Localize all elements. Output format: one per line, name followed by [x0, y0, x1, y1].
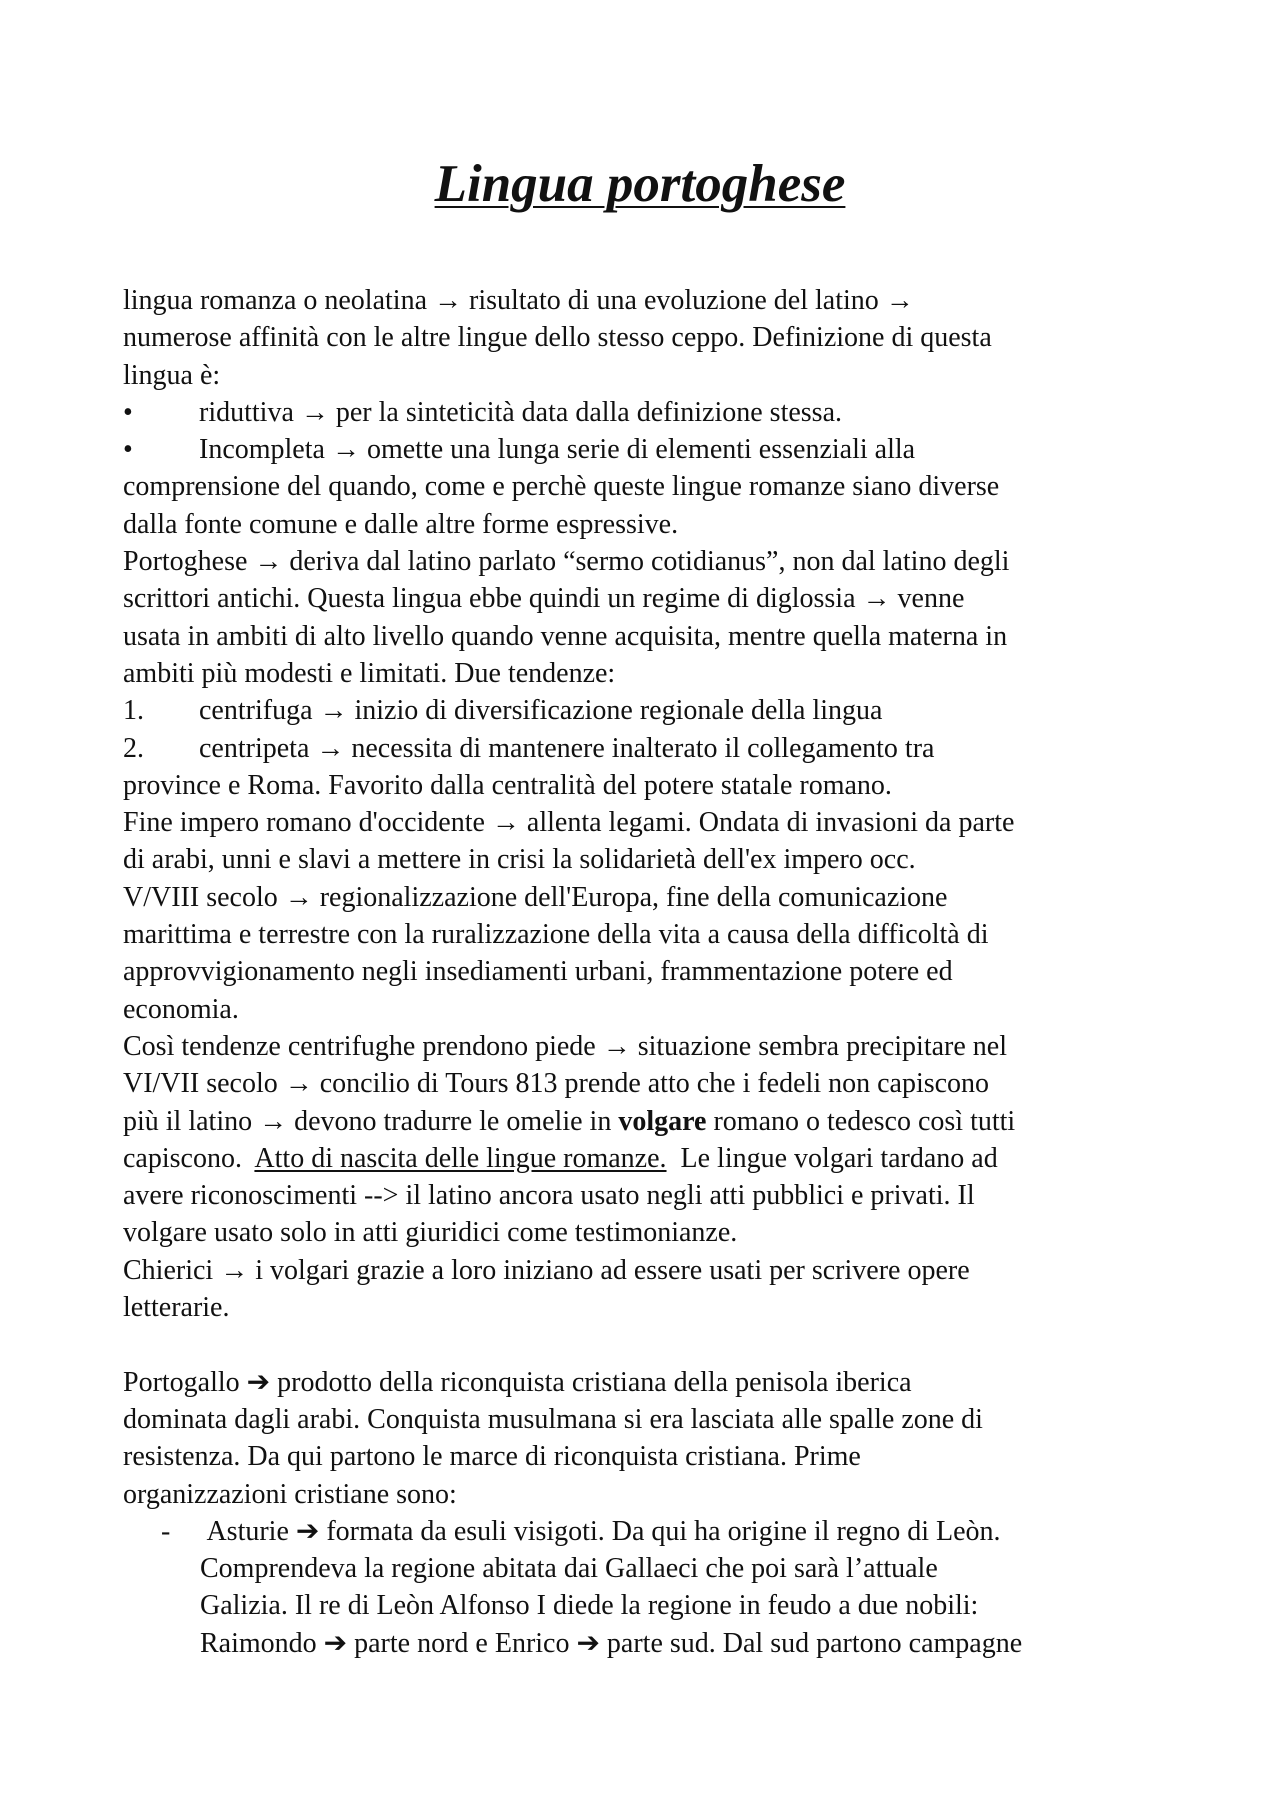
text-line: volgare usato solo in atti giuridici come testimonianze.: [123, 1217, 738, 1249]
text-line: comprensione del quando, come e perchè queste lingue romanze siano diverse: [123, 471, 1000, 503]
dash-item: [123, 1513, 1183, 1550]
numbered-item: [123, 692, 1183, 729]
text-line: province e Roma. Favorito dalla centralità del potere statale romano.: [123, 769, 892, 801]
underlined-phrase: Atto di nascita delle lingue romanze.: [254, 1142, 667, 1174]
text-line: organizzazioni cristiane sono:: [123, 1478, 457, 1510]
numbered-item: [123, 730, 1183, 767]
text-line: avere riconoscimenti --> il latino ancora usato negli atti pubblici e privati. Il: [123, 1180, 975, 1212]
text-line: ambiti più modesti e limitati. Due tendenze:: [123, 657, 616, 689]
text-line: Portoghese → deriva dal latino parlato “sermo cotidianus”, non dal latino degli: [123, 546, 1010, 578]
bullet-item: [123, 394, 1183, 431]
bold-term: volgare: [618, 1105, 707, 1137]
text-line: numerose affinità con le altre lingue dello stesso ceppo. Definizione di questa: [123, 322, 992, 354]
bullet-marker: •: [123, 396, 133, 428]
bullet-text: Incompleta → omette una lunga serie di elementi essenziali alla: [199, 434, 916, 466]
text-line: marittima e terrestre con la ruralizzazione della vita a causa della difficoltà di: [123, 919, 989, 951]
text-line: resistenza. Da qui partono le marce di riconquista cristiana. Prime: [123, 1441, 861, 1473]
text-run: più il latino → devono tradurre le omelie in: [123, 1105, 619, 1137]
text-line: letterarie.: [123, 1292, 230, 1324]
document-body: [123, 282, 1183, 1662]
text-line: Galizia. Il re di Leòn Alfonso I diede la regione in feudo a due nobili:: [200, 1590, 979, 1622]
text-line: scrittori antichi. Questa lingua ebbe quindi un regime di diglossia → venne: [123, 583, 965, 615]
text-line: V/VIII secolo → regionalizzazione dell'Europa, fine della comunicazione: [123, 881, 948, 913]
text-line: dalla fonte comune e dalle altre forme espressive.: [123, 508, 679, 540]
text-line: di arabi, unni e slavi a mettere in crisi la solidarietà dell'ex impero occ.: [123, 844, 916, 876]
dash-marker: -: [161, 1515, 171, 1547]
text-line: usata in ambiti di alto livello quando venne acquisita, mentre quella materna in: [123, 620, 1008, 652]
text-line: Chierici → i volgari grazie a loro iniziano ad essere usati per scrivere opere: [123, 1254, 970, 1286]
bullet-marker: •: [123, 434, 133, 466]
number-marker: 2.: [123, 732, 144, 764]
bullet-item: [123, 431, 1183, 468]
text-line: [123, 1140, 1183, 1177]
text-line: Così tendenze centrifughe prendono piede → situazione sembra precipitare nel: [123, 1030, 1007, 1062]
text-run: capiscono.: [123, 1142, 255, 1174]
numbered-text: centripeta → necessita di mantenere inalterato il collegamento tra: [199, 732, 935, 764]
text-line: VI/VII secolo → concilio di Tours 813 prende atto che i fedeli non capiscono: [123, 1068, 990, 1100]
text-run: romano o tedesco così tutti: [706, 1105, 1016, 1137]
dash-text: Asturie ➔ formata da esuli visigoti. Da qui ha origine il regno di Leòn.: [201, 1515, 1001, 1547]
page-title: Lingua portoghese: [434, 155, 846, 213]
blank-line: [123, 1326, 1183, 1363]
text-line: lingua romanza o neolatina → risultato di una evoluzione del latino →: [123, 285, 914, 316]
text-line: Comprendeva la regione abitata dai Gallaeci che poi sarà l’attuale: [200, 1553, 938, 1585]
text-line: Raimondo ➔ parte nord e Enrico ➔ parte sud. Dal sud partono campagne: [200, 1627, 1023, 1659]
number-marker: 1.: [123, 695, 144, 727]
text-line: economia.: [123, 993, 239, 1025]
text-line: approvvigionamento negli insediamenti urbani, frammentazione potere ed: [123, 956, 953, 988]
bullet-text: riduttiva → per la sinteticità data dalla definizione stessa.: [199, 396, 843, 428]
text-line: lingua è:: [123, 359, 221, 391]
text-run: Le lingue volgari tardano ad: [666, 1142, 998, 1174]
numbered-text: centrifuga → inizio di diversificazione regionale della lingua: [199, 695, 883, 727]
text-line: Portogallo ➔ prodotto della riconquista cristiana della penisola iberica: [123, 1366, 912, 1398]
text-line: Fine impero romano d'occidente → allenta legami. Ondata di invasioni da parte: [123, 807, 1015, 839]
text-line: dominata dagli arabi. Conquista musulmana si era lasciata alle spalle zone di: [123, 1403, 983, 1435]
text-line: [123, 1103, 1183, 1140]
